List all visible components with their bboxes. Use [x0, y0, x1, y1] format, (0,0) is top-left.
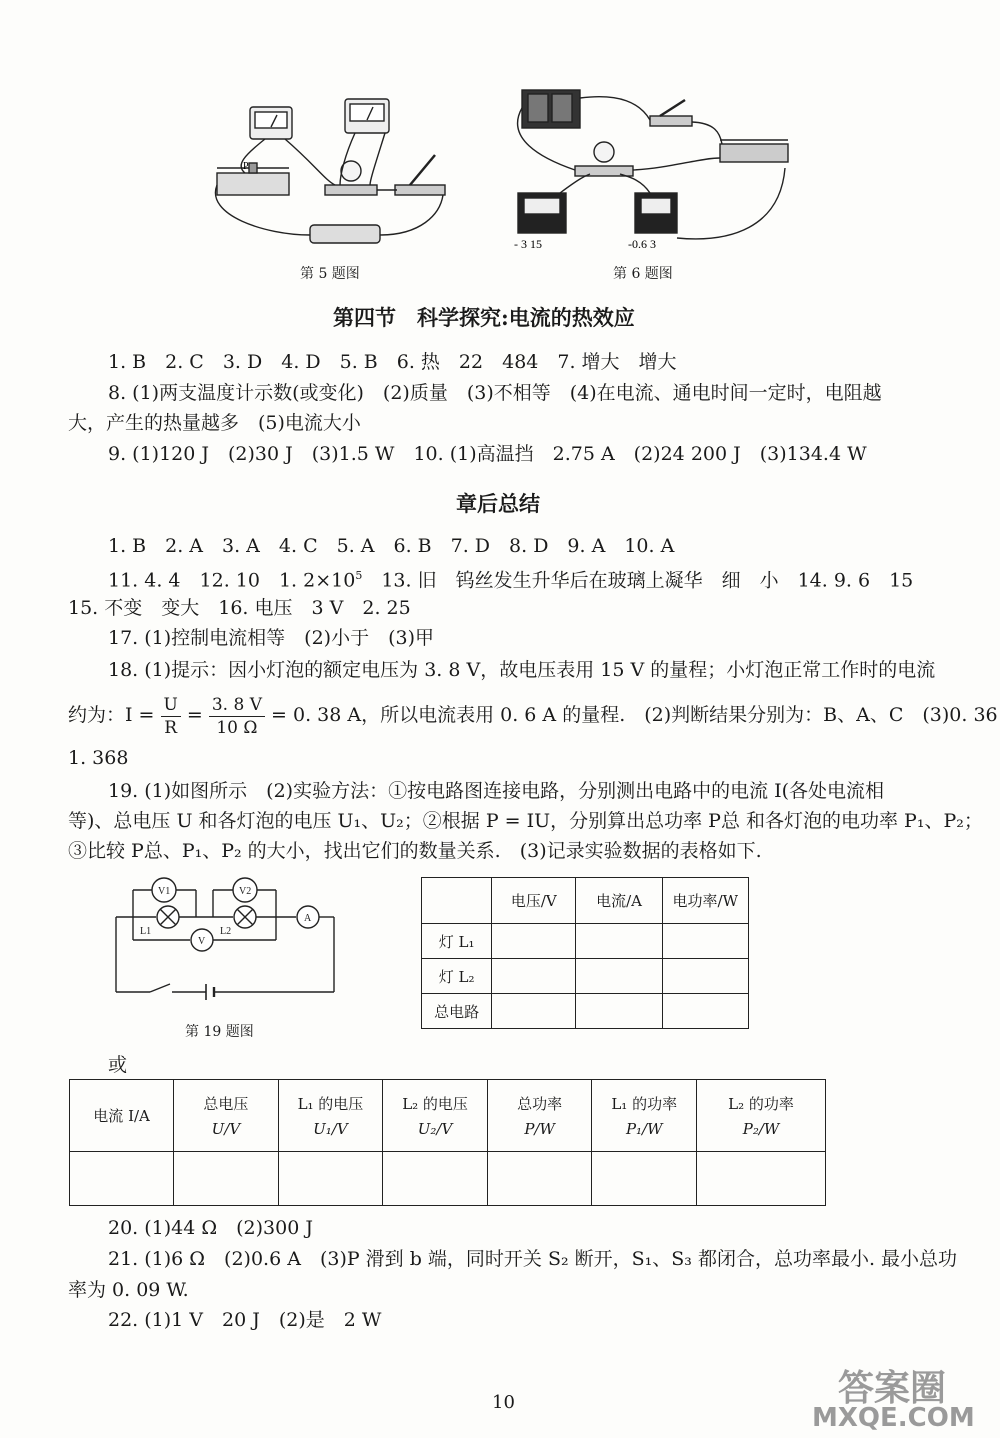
- table-header: [70, 1080, 174, 1152]
- table-header: 电压/V: [492, 878, 576, 924]
- answer-line: ③比较 P总、P₁、P₂ 的大小，找出它们的数量关系. (3)记录实验数据的表格如下.: [68, 840, 762, 862]
- watermark-logo: 答案圈: [838, 1368, 947, 1409]
- answer-13-text: 13. 旧 钨丝发生升华后在玻璃上凝华 细 小 14. 9. 6 15: [362, 569, 914, 592]
- data-table-2: [69, 1079, 826, 1206]
- answer-line: 9. (1)120 J (2)30 J (3)1.5 W 10. (1)高温挡 2.75 A (2)24 200 J (3)134.4 W: [108, 443, 867, 465]
- answer-line: 1. 368: [68, 747, 129, 769]
- answer-11-text: 11. 4. 4 12. 10 1. 2×10: [108, 569, 356, 592]
- table-cell: [70, 1152, 174, 1206]
- header-title: L₁ 的电压: [297, 1095, 364, 1113]
- section-title: 第四节 科学探究:电流的热效应: [333, 305, 635, 330]
- table-header: [592, 1080, 697, 1152]
- table-header-row: [70, 1080, 826, 1152]
- answer-line: 22. (1)1 V 20 J (2)是 2 W: [108, 1309, 382, 1331]
- header-unit: U₁/V: [313, 1120, 348, 1138]
- meter-scale-left: - 3 15: [514, 237, 542, 251]
- voltmeter-v1-label: V1: [158, 886, 171, 897]
- table-cell: [278, 1152, 383, 1206]
- denominator: R: [164, 717, 178, 738]
- or-label: 或: [108, 1054, 128, 1076]
- ammeter-label: A: [304, 913, 312, 924]
- circuit-illustration-6: [500, 78, 800, 253]
- denominator: 10 Ω: [216, 717, 258, 738]
- table-cell: [492, 959, 576, 994]
- table-cell: [576, 924, 662, 959]
- header-title: 电流 I/A: [93, 1107, 150, 1125]
- page-number: 10: [492, 1392, 515, 1413]
- table-header: [174, 1080, 278, 1152]
- answer-line: 20. (1)44 Ω (2)300 J: [108, 1217, 313, 1239]
- voltmeter-v-label: V: [198, 936, 206, 947]
- fraction-value: [209, 694, 265, 739]
- answer-line: 8. (1)两支温度计示数(或变化) (2)质量 (3)不相等 (4)在电流、通电时间一定时，电阻越: [108, 382, 882, 404]
- figure-6: [500, 78, 800, 253]
- table-cell: [383, 1152, 488, 1206]
- header-unit: P₂/W: [742, 1120, 780, 1138]
- row-label: 灯 L₂: [422, 959, 492, 994]
- header-title: L₂ 的电压: [402, 1095, 468, 1113]
- header-title: 总功率: [517, 1095, 563, 1113]
- table-cell: [576, 959, 662, 994]
- row-label: 总电路: [422, 994, 492, 1029]
- answer-text: = 0. 38 A，所以电流表用 0. 6 A 的量程. (2)判断结果分别为：B、A、C (3)0. 36: [271, 704, 998, 726]
- table-header: [383, 1080, 488, 1152]
- summary-title: 章后总结: [456, 491, 540, 516]
- answer-text: 约为：I =: [68, 704, 155, 726]
- table-cell: [662, 994, 748, 1029]
- lamp-l2-label: L2: [220, 926, 232, 937]
- table-cell: [492, 994, 576, 1029]
- figure-19-caption: 第 19 题图: [185, 1024, 254, 1040]
- table-cell: [697, 1152, 826, 1206]
- header-title: L₁ 的功率: [611, 1095, 678, 1113]
- numerator: 3. 8 V: [209, 694, 265, 717]
- header-unit: P/W: [524, 1120, 555, 1138]
- answer-line: 15. 不变 变大 16. 电压 3 V 2. 25: [68, 597, 411, 619]
- header-unit: U/V: [211, 1120, 241, 1138]
- row-label: 灯 L₁: [422, 924, 492, 959]
- answer-line: 等)、总电压 U 和各灯泡的电压 U₁、U₂；②根据 P = IU，分别算出总功率 P总 和各灯泡的电功率 P₁、P₂；: [68, 810, 983, 832]
- answer-line: 率为 0. 09 W.: [68, 1279, 189, 1301]
- header-unit: U₂/V: [417, 1120, 453, 1138]
- answer-line: 21. (1)6 Ω (2)0.6 A (3)P 滑到 b 端，同时开关 S₂ 断开，S₁、S₃ 都闭合，总功率最小. 最小总功: [108, 1248, 958, 1270]
- header-unit: P₁/W: [625, 1120, 663, 1138]
- table-header: [422, 878, 492, 924]
- voltmeter-v2-label: V2: [239, 886, 252, 897]
- answer-line: 1. B 2. A 3. A 4. C 5. A 6. B 7. D 8. D 9. A 10. A: [108, 535, 675, 557]
- table-header: 电功率/W: [662, 878, 748, 924]
- answer-line: 大，产生的热量越多 (5)电流大小: [68, 412, 361, 434]
- figure-6-caption: 第 6 题图: [613, 266, 673, 282]
- table-header: 电流/A: [576, 878, 662, 924]
- table-cell: [662, 924, 748, 959]
- answer-line: 17. (1)控制电流相等 (2)小于 (3)甲: [108, 627, 434, 649]
- figure-5-caption: 第 5 题图: [300, 266, 360, 282]
- header-title: 总电压: [203, 1095, 249, 1113]
- table-header: [278, 1080, 383, 1152]
- lamp-l1-label: L1: [140, 926, 152, 937]
- circuit-schematic: [108, 870, 348, 1005]
- table-cell: [492, 924, 576, 959]
- table-row: [422, 959, 749, 994]
- table-header: [697, 1080, 826, 1152]
- answer-line: [108, 563, 913, 593]
- circuit-diagram-19: [108, 870, 348, 1005]
- figure-5: [205, 85, 465, 255]
- circuit-illustration-5: [205, 85, 465, 255]
- exponent: 5: [355, 569, 363, 582]
- answer-line: [68, 690, 998, 740]
- fraction-u-over-r: [161, 694, 181, 739]
- table-row: [422, 924, 749, 959]
- table-cell: [662, 959, 748, 994]
- answer-line: 18. (1)提示：因小灯泡的额定电压为 3. 8 V，故电压表用 15 V 的量程；小灯泡正常工作时的电流: [108, 659, 936, 681]
- watermark-url: MXQE.COM: [812, 1403, 975, 1433]
- equals-sign: =: [186, 704, 203, 726]
- table-cell: [592, 1152, 697, 1206]
- data-table-1: [421, 877, 749, 1029]
- table-row: [70, 1152, 826, 1206]
- meter-scale-right: -0.6 3: [628, 237, 656, 251]
- table-row: [422, 994, 749, 1029]
- numerator: U: [161, 694, 181, 717]
- table-cell: [576, 994, 662, 1029]
- answer-line: 19. (1)如图所示 (2)实验方法：①按电路图连接电路，分别测出电路中的电流 I(各处电流相: [108, 780, 885, 802]
- table-header: [487, 1080, 592, 1152]
- slider-label-p: P: [243, 161, 249, 172]
- header-title: L₂ 的功率: [728, 1095, 794, 1113]
- table-cell: [174, 1152, 278, 1206]
- table-cell: [487, 1152, 592, 1206]
- answer-line: 1. B 2. C 3. D 4. D 5. B 6. 热 22 484 7. 增大 增大: [108, 351, 677, 373]
